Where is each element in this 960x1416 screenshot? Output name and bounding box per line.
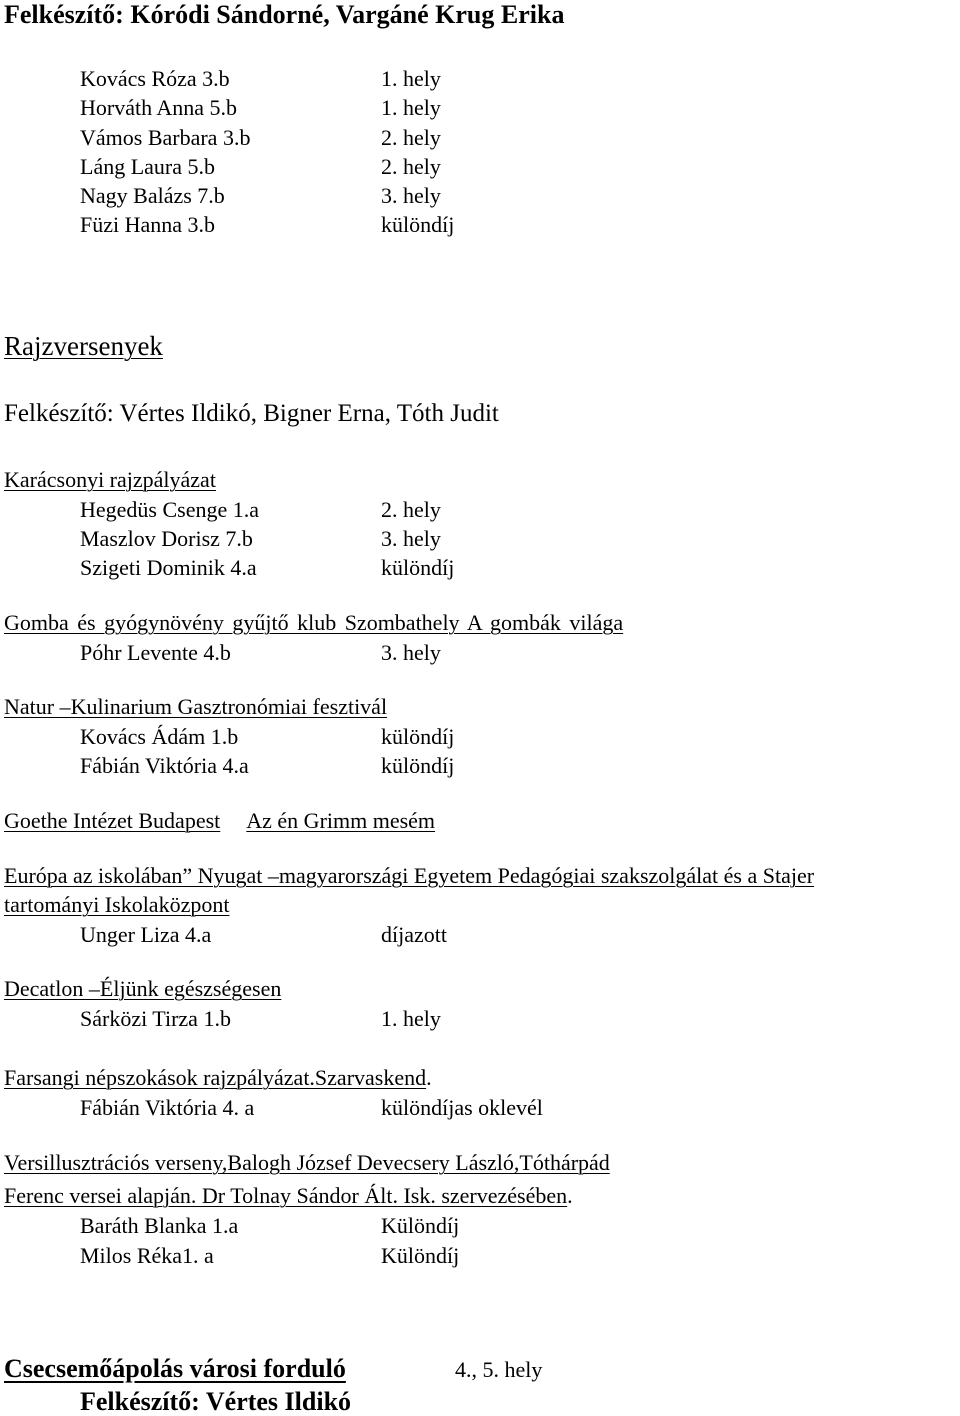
list-item-name: Kovács Ádám 1.b	[80, 724, 239, 749]
list-item-result: 2. hely	[381, 125, 441, 150]
trainer-heading: Felkészítő: Vértes Ildikó	[80, 1387, 352, 1416]
list-item-result: különdíjas oklevél	[381, 1095, 543, 1120]
list-item-name: Fábián Viktória 4. a	[80, 1095, 255, 1120]
list-item-name: Nagy Balázs 7.b	[80, 183, 225, 208]
list-item-name: Unger Liza 4.a	[80, 922, 212, 947]
competition-title: Csecsemőápolás városi forduló	[4, 1354, 346, 1383]
competition-title: Natur –Kulinarium Gasztronómiai fesztivál	[4, 694, 388, 719]
list-item-result: 3. hely	[381, 640, 441, 665]
competition-subtitle: Az én Grimm mesém	[246, 808, 436, 833]
list-item-result: Különdíj	[381, 1243, 460, 1268]
title-period: .	[567, 1183, 573, 1208]
list-item-name: Kovács Róza 3.b	[80, 66, 230, 91]
list-item-result: 3. hely	[381, 526, 441, 551]
list-item-result: 1. hely	[381, 66, 441, 91]
list-item-name: Szigeti Dominik 4.a	[80, 555, 257, 580]
list-item-result: 3. hely	[381, 183, 441, 208]
list-item-name: Sárközi Tirza 1.b	[80, 1006, 231, 1031]
competition-title-cont: tartományi Iskolaközpont	[4, 892, 230, 917]
list-item-result: díjazott	[381, 922, 447, 947]
competition-title: Gomba és gyógynövény gyűjtő klub Szombathely A gombák világa	[4, 610, 624, 635]
competition-title: Decatlon –Éljünk egészségesen	[4, 976, 282, 1001]
list-item-name: Láng Laura 5.b	[80, 154, 215, 179]
list-item-result: 2. hely	[381, 497, 441, 522]
list-item-result: 1. hely	[381, 95, 441, 120]
list-item-result: 4., 5. hely	[455, 1357, 543, 1382]
competition-title: Karácsonyi rajzpályázat	[4, 467, 216, 492]
competition-title-line	[4, 1067, 432, 1089]
list-item-result: különdíj	[381, 555, 455, 580]
list-item-name: Maszlov Dorisz 7.b	[80, 526, 253, 551]
list-item-name: Milos Réka1. a	[80, 1243, 214, 1268]
section-title: Rajzversenyek	[4, 331, 163, 361]
competition-title-line	[4, 810, 435, 832]
list-item-name: Horváth Anna 5.b	[80, 95, 238, 120]
list-item-result: 2. hely	[381, 154, 441, 179]
competition-title: Farsangi népszokások rajzpályázat.Szarvaskend	[4, 1065, 427, 1090]
trainer-heading: Felkészítő: Kóródi Sándorné, Vargáné Krug Erika	[4, 0, 565, 29]
list-item-name: Baráth Blanka 1.a	[80, 1213, 239, 1238]
list-item-result: 1. hely	[381, 1006, 441, 1031]
trainers-line: Felkészítő: Vértes Ildikó, Bigner Erna, Tóth Judit	[4, 400, 499, 427]
list-item-result: különdíj	[381, 753, 455, 778]
list-item-name: Póhr Levente 4.b	[80, 640, 231, 665]
list-item-result: különdíj	[381, 212, 455, 237]
list-item-name: Vámos Barbara 3.b	[80, 125, 251, 150]
list-item-result: különdíj	[381, 724, 455, 749]
title-period: .	[426, 1065, 432, 1090]
competition-title-cont: Ferenc versei alapján. Dr Tolnay Sándor Ált. Isk. szervezésében	[4, 1183, 568, 1208]
list-item-name: Hegedüs Csenge 1.a	[80, 497, 260, 522]
competition-title: Európa az iskolában” Nyugat –magyarországi Egyetem Pedagógiai szakszolgálat és a Stajer	[4, 863, 815, 888]
list-item-name: Füzi Hanna 3.b	[80, 212, 216, 237]
list-item-name: Fábián Viktória 4.a	[80, 753, 249, 778]
competition-title-line	[4, 1185, 573, 1207]
list-item-result: Különdíj	[381, 1213, 460, 1238]
competition-title: Goethe Intézet Budapest	[4, 808, 221, 833]
competition-title: Versillusztrációs verseny,Balogh József Devecsery László,Tóthárpád	[4, 1150, 610, 1175]
